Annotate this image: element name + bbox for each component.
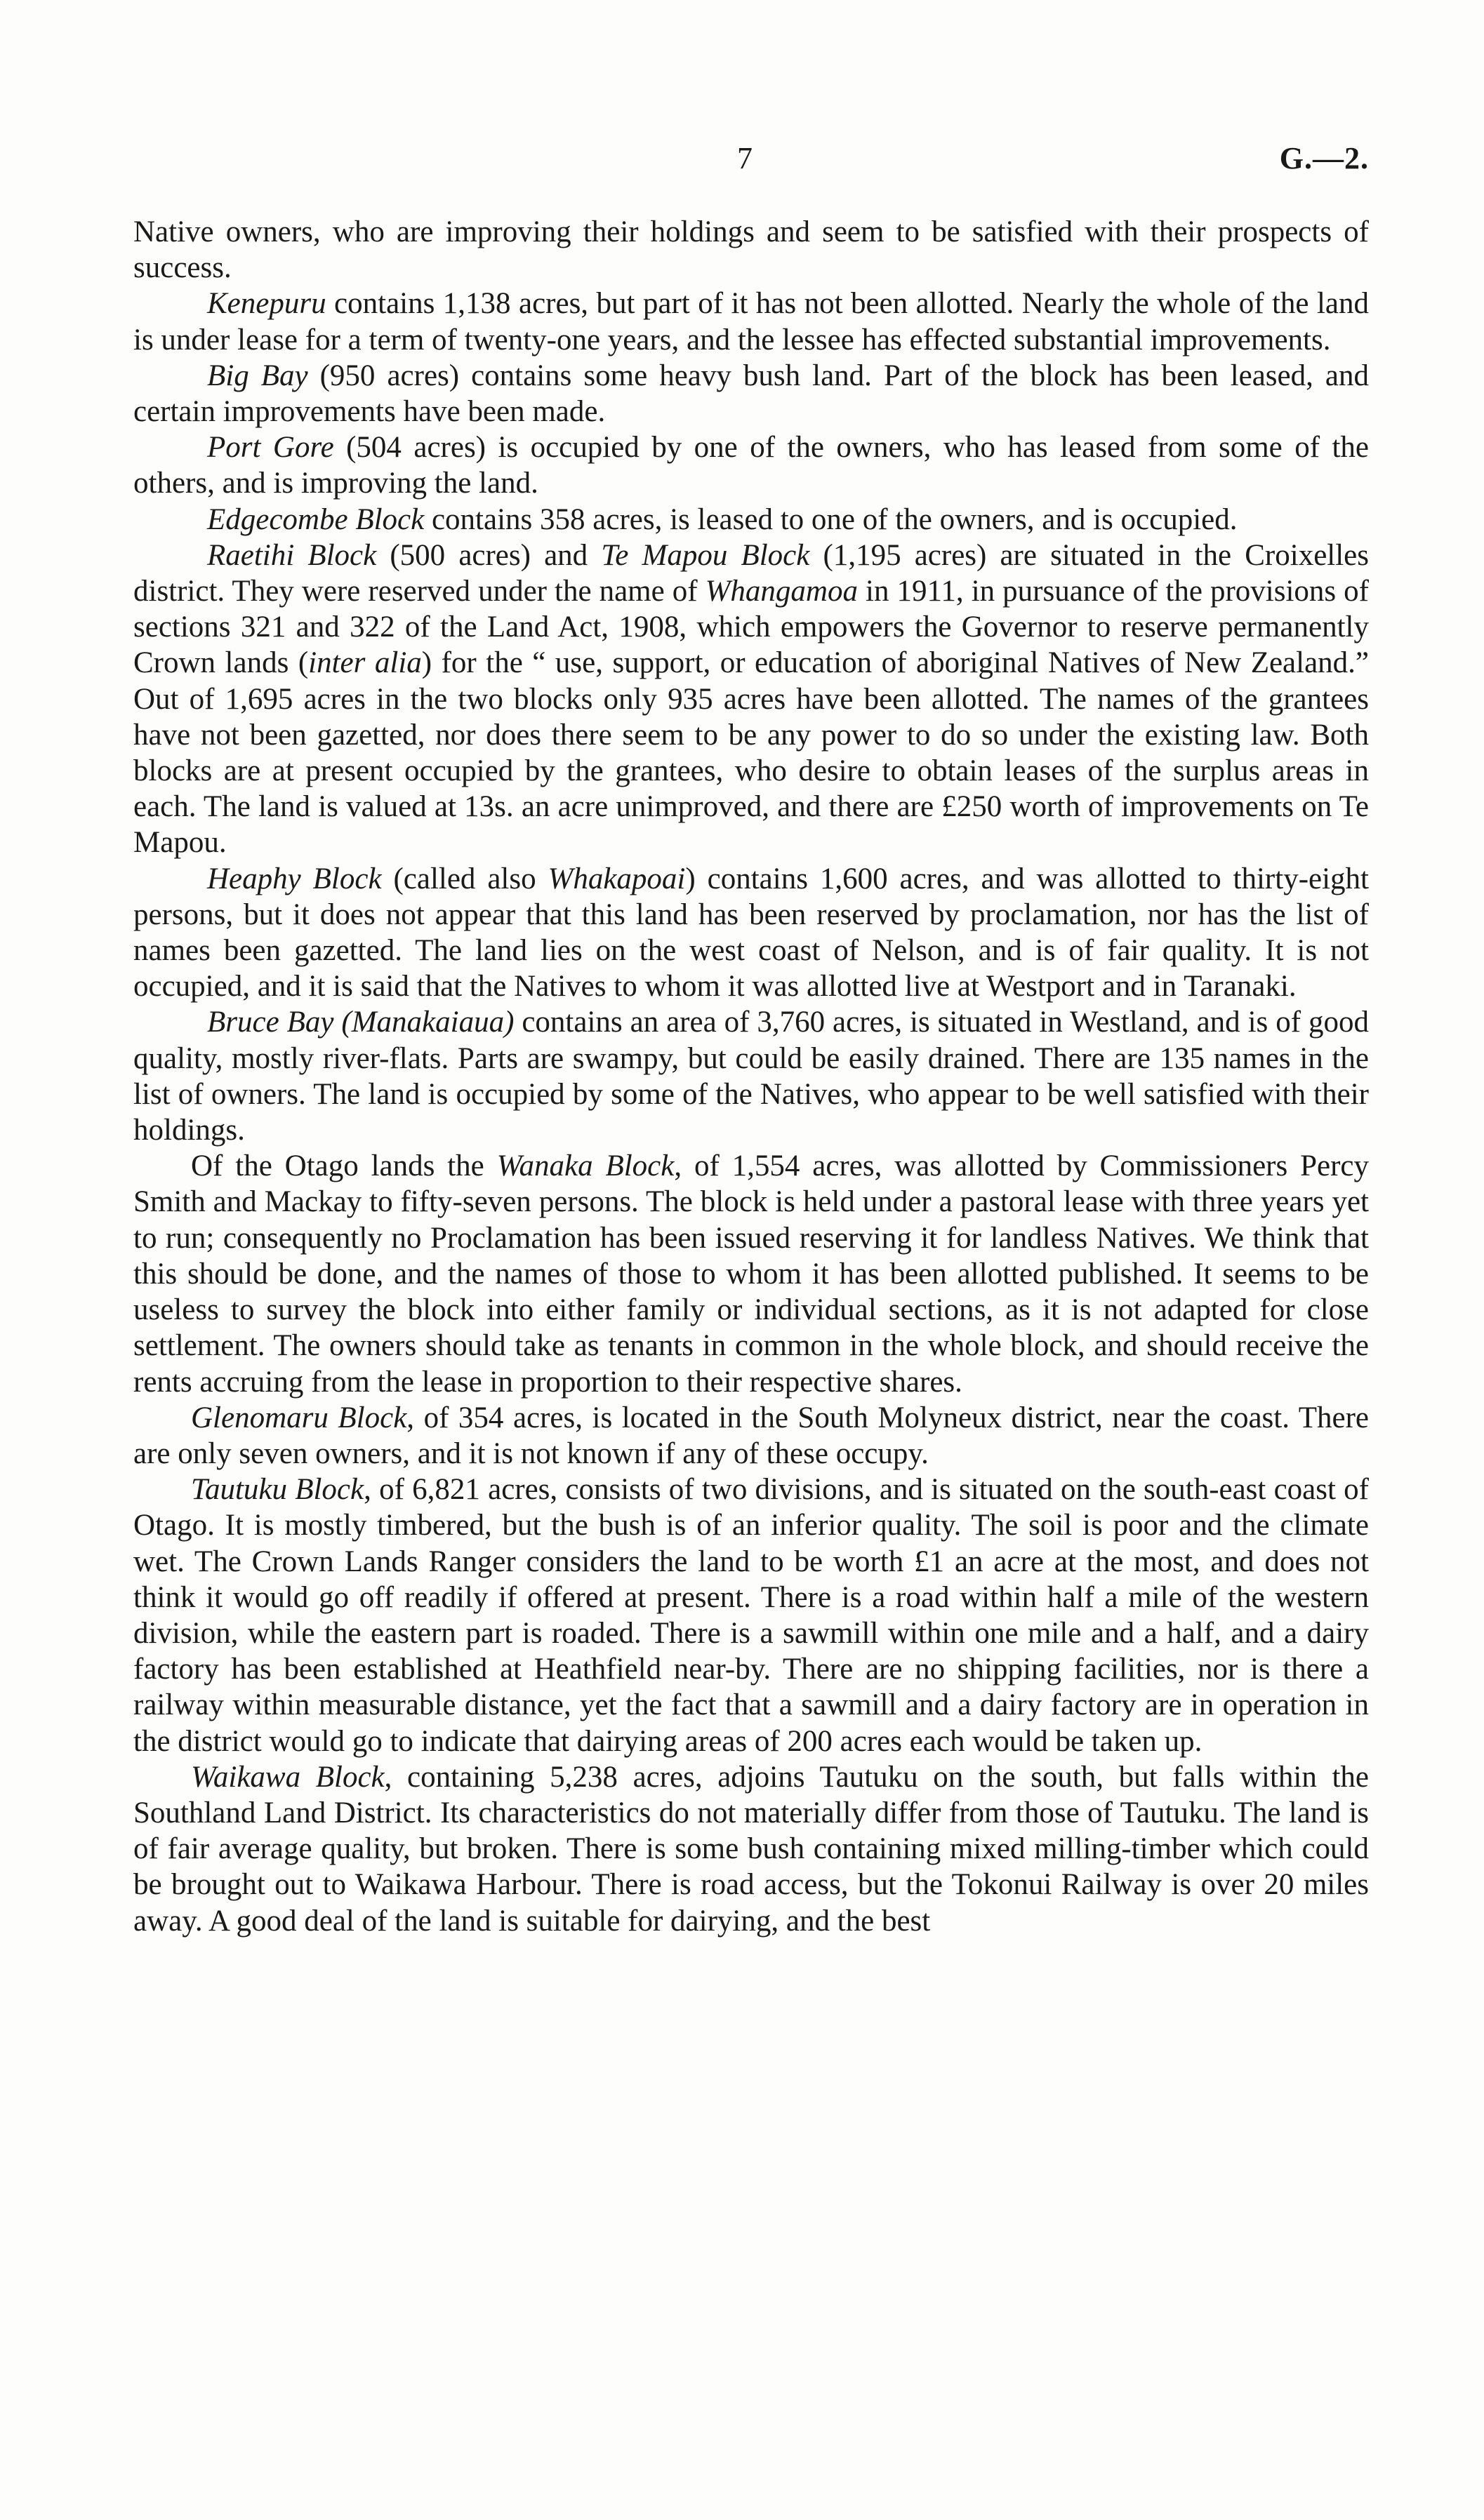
- block-name: Kenepuru: [207, 287, 326, 321]
- paragraph-text: ) for the “ use, support, or education of aboriginal Natives of New Zealand.” Out of 1,695 acres in the two blocks only 935 acres have been allotted. The names of the grantees have not been gazetted, nor does there seem to be any power to do so under the existing law. Both blocks are at present occupied by the grantees, who desire to obtain leases of the surplus areas in each. The land is valued at 13s. an acre unimproved, and there are £250 worth of improvements on Te Mapou.: [133, 646, 1370, 860]
- paragraph-text: (504 acres) is occupied by one of the owners, who has leased from some of the others, and is improving the land.: [133, 431, 1369, 500]
- block-name: Bruce Bay (Manakaiaua): [207, 1006, 515, 1039]
- block-name: Te Mapou Block: [601, 538, 810, 572]
- paragraph-wanaka-block: [133, 1148, 1369, 1399]
- paragraph-edgecombe-block: [133, 502, 1369, 538]
- paragraph-text: in 1911, in pursuance of the provisions of sections 321 and 322 of the Land Act, 1908, which empowers the Governor to reserve permanently Crown lands (: [133, 575, 1369, 680]
- block-name: Big Bay: [207, 359, 308, 392]
- page-number: 7: [737, 141, 753, 175]
- paragraph-big-bay: [133, 358, 1369, 429]
- paragraph-text: , of 6,821 acres, consists of two divisions, and is situated on the south-east coast of Otago. It is mostly timbered, but the bush is of an inferior quality. The soil is poor and the climate wet. The Crown Lands Ranger considers the land to be worth £1 an acre at the most, and does not think it would go off readily if offered at present. There is a road within half a mile of the western division, while the eastern part is roaded. There is a sawmill within one mile and a half, and a dairy factory has been established at Heathfield near-by. There are no shipping facilities, nor is there a railway within measurable distance, yet the fact that a sawmill and a dairy factory are in operation in the district would go to indicate that dairying areas of 200 acres each would be taken up.: [133, 1473, 1369, 1758]
- paragraph-text: contains 358 acres, is leased to one of the owners, and is occupied.: [424, 502, 1238, 536]
- block-name: Waikawa Block: [191, 1760, 385, 1794]
- paragraph-kenepuru: [133, 286, 1369, 357]
- paragraph-text: (950 acres) contains some heavy bush land. Part of the block has been leased, and certain improvements have been made.: [133, 359, 1369, 429]
- paragraph-text: (called also: [381, 862, 548, 895]
- paragraph-text: , containing 5,238 acres, adjoins Tautuku on the south, but falls within the Southland Land District. Its characteristics do not materially differ from those of Tautuku. The land is of fair average quality, but broken. There is some bush containing mixed milling-timber which could be brought out to Waikawa Harbour. There is road access, but the Tokonui Railway is over 20 miles away. A good deal of the land is suitable for dairying, and the best: [133, 1760, 1370, 1938]
- block-name: Wanaka Block: [496, 1149, 675, 1183]
- block-name: Port Gore: [207, 431, 334, 465]
- block-name: Tautuku Block: [191, 1473, 364, 1507]
- paragraph-heaphy-block: [133, 861, 1369, 1005]
- reserve-name: Whangamoa: [705, 575, 858, 608]
- body-text: [133, 214, 1369, 1939]
- paragraph-bruce-bay: [133, 1004, 1369, 1148]
- page-header: [133, 140, 1369, 182]
- paragraph-text: contains 1,138 acres, but part of it has not been allotted. Nearly the whole of the land is under lease for a term of twenty-one years, and the lessee has effected substantial improvements.: [133, 287, 1369, 356]
- paragraph-tautuku-block: [133, 1472, 1369, 1759]
- paragraph-text: ) contains 1,600 acres, and was allotted to thirty-eight persons, but it does not appear that this land has been reserved by proclamation, nor has the list of names been gazetted. The land lies on the west coast of Nelson, and is of fair quality. It is not occupied, and it is said that the Natives to whom it was allotted live at Westport and in Taranaki.: [133, 862, 1369, 1004]
- block-name: Edgecombe Block: [207, 502, 425, 536]
- paragraph-lead: Of the Otago lands the: [191, 1149, 497, 1183]
- paragraph-text: (1,195 acres) are situated in the Croixelles district. They were reserved under the name of: [133, 538, 1369, 608]
- paragraph-waikawa-block: [133, 1759, 1369, 1939]
- block-name: Heaphy Block: [207, 862, 382, 895]
- document-code: G.—2.: [1279, 141, 1369, 175]
- paragraph-text: , of 354 acres, is located in the South Molyneux district, near the coast. There are only seven owners, and it is not known if any of these occupy.: [133, 1401, 1369, 1470]
- paragraph-text: contains an area of 3,760 acres, is situated in Westland, and is of good quality, mostly river-flats. Parts are swampy, but could be easily drained. There are 135 names in the list of owners. The land is occupied by some of the Natives, who appear to be well satisfied with their holdings.: [133, 1006, 1369, 1147]
- paragraph-native-owners: [133, 214, 1369, 286]
- block-name: Raetihi Block: [207, 538, 377, 572]
- paragraph-glenomaru-block: [133, 1400, 1369, 1472]
- latin-phrase: inter alia: [308, 646, 422, 680]
- paragraph-port-gore: [133, 429, 1369, 501]
- block-name: Glenomaru Block: [191, 1401, 407, 1434]
- block-alias: Whakapoai: [548, 862, 686, 895]
- paragraph-text: , of 1,554 acres, was allotted by Commissioners Percy Smith and Mackay to fifty-seven persons. The block is held under a pastoral lease with three years yet to run; consequently no Proclamation has been issued reserving it for landless Natives. We think that this should be done, and the names of those to whom it has been allotted published. It seems to be useless to survey the block into either family or individual sections, as it is not adapted for close settlement. The owners should take as tenants in common in the whole block, and should receive the rents accruing from the lease in proportion to their respective shares.: [133, 1149, 1369, 1399]
- paragraph-text: Native owners, who are improving their holdings and seem to be satisfied with their prospects of success.: [133, 215, 1369, 285]
- paragraph-text: (500 acres) and: [376, 538, 602, 572]
- paragraph-raetihi-block: [133, 538, 1369, 861]
